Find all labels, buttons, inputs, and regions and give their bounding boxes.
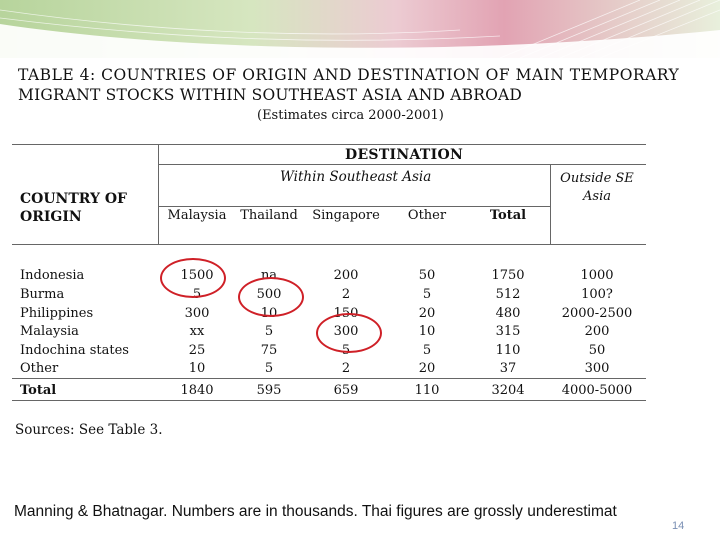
cell-burma-thailand: 500 xyxy=(256,287,282,302)
cell-indonesia-thailand: na xyxy=(260,268,278,283)
rule-bottom xyxy=(12,400,646,401)
row-label-philippines: Philippines xyxy=(20,306,94,321)
rule-outside xyxy=(550,164,551,244)
col-header-malaysia: Malaysia xyxy=(167,208,227,223)
cell-indonesia-total: 1750 xyxy=(491,268,525,283)
highlight-ring-malaysia-singapore xyxy=(316,313,382,353)
cell-other-other: 20 xyxy=(418,361,436,376)
row-label-indonesia: Indonesia xyxy=(20,268,85,283)
cell-malaysia-total: 315 xyxy=(495,324,521,339)
rule-header-bottom xyxy=(12,244,646,245)
cell-total-outside: 4000-5000 xyxy=(561,383,633,398)
outside-header-line2: Asia xyxy=(583,189,611,204)
row-label-other: Other xyxy=(20,361,59,376)
within-sea-header: Within Southeast Asia xyxy=(280,169,432,185)
row-label-total: Total xyxy=(20,383,57,398)
cell-burma-total: 512 xyxy=(495,287,521,302)
cell-malaysia-outside: 200 xyxy=(584,324,610,339)
cell-other-malaysia: 10 xyxy=(188,361,206,376)
decorative-banner xyxy=(0,0,720,58)
cell-malaysia-other: 10 xyxy=(418,324,436,339)
origin-header-line1: COUNTRY OF xyxy=(20,191,127,207)
rule-vertical xyxy=(158,144,159,244)
cell-philippines-outside: 2000-2500 xyxy=(561,306,633,321)
cell-other-thailand: 5 xyxy=(264,361,274,376)
cell-malaysia-singapore: 300 xyxy=(333,324,359,339)
cell-burma-malaysia: 5 xyxy=(192,287,202,302)
rule-total-top xyxy=(12,378,646,379)
table-title-line2: MIGRANT STOCKS WITHIN SOUTHEAST ASIA AND ABROAD xyxy=(18,86,523,104)
cell-burma-singapore: 2 xyxy=(341,287,351,302)
destination-header: DESTINATION xyxy=(345,147,464,163)
outside-sea-header xyxy=(557,170,637,206)
cell-other-singapore: 2 xyxy=(341,361,351,376)
rule-within xyxy=(158,206,550,207)
cell-malaysia-malaysia: xx xyxy=(189,324,205,339)
table-scan xyxy=(12,58,680,448)
page-number: 14 xyxy=(672,520,685,532)
country-of-origin-header xyxy=(20,190,127,226)
cell-total-singapore: 659 xyxy=(333,383,359,398)
col-header-singapore: Singapore xyxy=(312,208,380,223)
cell-indonesia-other: 50 xyxy=(418,268,436,283)
cell-indochina-malaysia: 25 xyxy=(188,343,206,358)
cell-indonesia-outside: 1000 xyxy=(580,268,614,283)
cell-total-total: 3204 xyxy=(491,383,525,398)
cell-indochina-other: 5 xyxy=(422,343,432,358)
slide-caption: Manning & Bhatnagar. Numbers are in thousands. Thai figures are grossly underestimat xyxy=(14,503,617,520)
cell-indochina-singapore: 5 xyxy=(341,343,351,358)
cell-malaysia-thailand: 5 xyxy=(264,324,274,339)
cell-philippines-thailand: 10 xyxy=(260,306,278,321)
cell-philippines-total: 480 xyxy=(495,306,521,321)
highlight-ring-indonesia-malaysia xyxy=(160,258,226,298)
cell-other-outside: 300 xyxy=(584,361,610,376)
cell-burma-outside: 100? xyxy=(581,287,613,302)
cell-philippines-malaysia: 300 xyxy=(184,306,210,321)
cell-philippines-other: 20 xyxy=(418,306,436,321)
cell-indochina-total: 110 xyxy=(495,343,521,358)
cell-indochina-outside: 50 xyxy=(588,343,606,358)
outside-header-line1: Outside SE xyxy=(560,171,634,186)
cell-philippines-singapore: 150 xyxy=(333,306,359,321)
col-header-total: Total xyxy=(489,208,527,223)
cell-total-thailand: 595 xyxy=(256,383,282,398)
rule-top xyxy=(12,144,646,145)
cell-indochina-thailand: 75 xyxy=(260,343,278,358)
row-label-burma: Burma xyxy=(20,287,65,302)
col-header-other: Other xyxy=(407,208,447,223)
sources-note: Sources: See Table 3. xyxy=(15,422,163,438)
row-label-malaysia: Malaysia xyxy=(20,324,79,339)
table-title: TABLE 4: COUNTRIES OF ORIGIN AND DESTINATION OF MAIN TEMPORARY xyxy=(18,66,680,84)
rule-destination xyxy=(158,164,646,165)
highlight-ring-burma-thailand xyxy=(238,277,304,317)
cell-total-malaysia: 1840 xyxy=(180,383,214,398)
row-label-indochina: Indochina states xyxy=(20,343,129,358)
cell-indonesia-singapore: 200 xyxy=(333,268,359,283)
cell-other-total: 37 xyxy=(499,361,517,376)
cell-total-other: 110 xyxy=(414,383,440,398)
table-subtitle: (Estimates circa 2000-2001) xyxy=(257,108,444,123)
col-header-thailand: Thailand xyxy=(240,208,298,223)
origin-header-line2: ORIGIN xyxy=(20,209,82,225)
cell-indonesia-malaysia: 1500 xyxy=(180,268,214,283)
cell-burma-other: 5 xyxy=(422,287,432,302)
